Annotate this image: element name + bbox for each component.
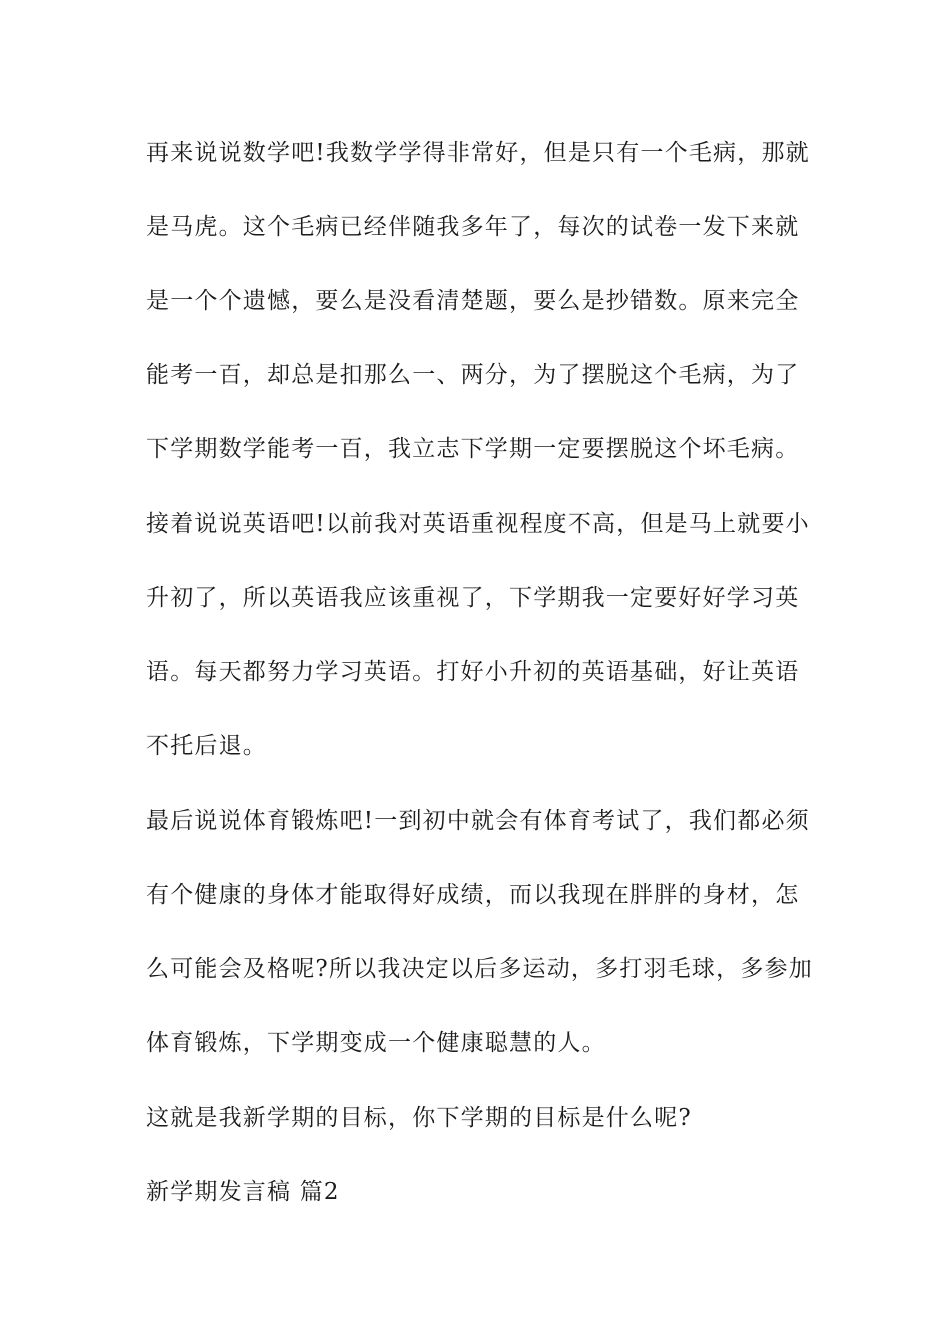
paragraph-pe-line-4: 体育锻炼，下学期变成一个健康聪慧的人。 xyxy=(146,1030,606,1056)
paragraph-math-line-1: 再来说说数学吧!我数学学得非常好，但是只有一个毛病，那就 xyxy=(146,140,810,166)
paragraph-english-line-1: 接着说说英语吧!以前我对英语重视程度不高，但是马上就要小 xyxy=(146,511,810,537)
paragraph-english-line-3: 语。每天都努力学习英语。打好小升初的英语基础，好让英语 xyxy=(146,659,800,685)
paragraph-pe-line-1: 最后说说体育锻炼吧!一到初中就会有体育考试了，我们都必须 xyxy=(146,808,810,834)
paragraph-math-line-2: 是马虎。这个毛病已经伴随我多年了，每次的试卷一发下来就 xyxy=(146,214,800,240)
paragraph-english-line-2: 升初了，所以英语我应该重视了，下学期我一定要好好学习英 xyxy=(146,585,800,611)
paragraph-closing-line-1: 这就是我新学期的目标，你下学期的目标是什么呢? xyxy=(146,1105,692,1131)
section-heading: 新学期发言稿 篇2 xyxy=(146,1179,340,1205)
paragraph-pe-line-2: 有个健康的身体才能取得好成绩，而以我现在胖胖的身材，怎 xyxy=(146,882,800,908)
paragraph-english-line-4: 不托后退。 xyxy=(146,733,267,759)
paragraph-math-line-5: 下学期数学能考一百，我立志下学期一定要摆脱这个坏毛病。 xyxy=(146,436,800,462)
paragraph-math-line-4: 能考一百，却总是扣那么一、两分，为了摆脱这个毛病，为了 xyxy=(146,362,800,388)
paragraph-math-line-3: 是一个个遗憾，要么是没看清楚题，要么是抄错数。原来完全 xyxy=(146,288,800,314)
paragraph-pe-line-3: 么可能会及格呢?所以我决定以后多运动，多打羽毛球，多参加 xyxy=(146,956,813,982)
